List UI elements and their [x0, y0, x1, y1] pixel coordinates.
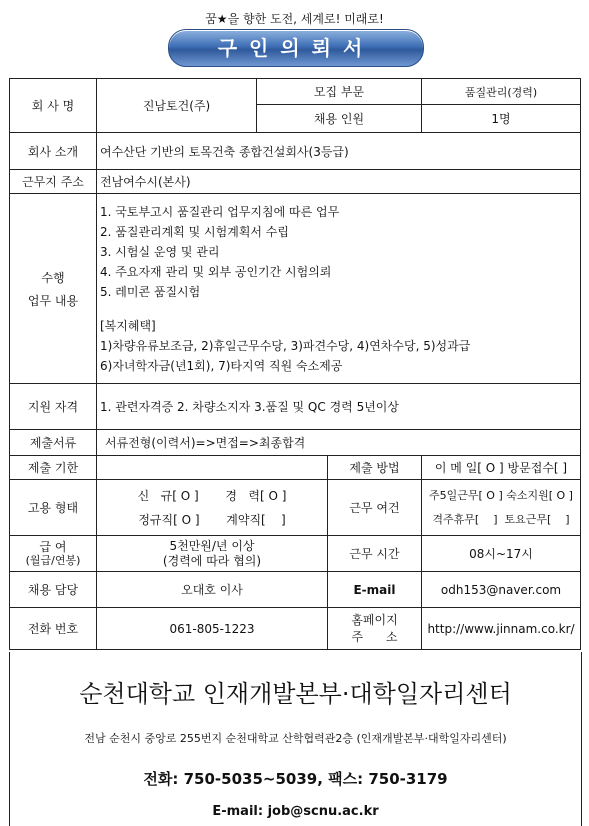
footer [9, 652, 582, 826]
footer-org: 순천대학교 인재개발본부·대학일자리센터 [79, 680, 512, 708]
duty-item: 3. 시험실 운영 및 관리 [100, 244, 220, 259]
homepage-label-line1: 홈페이지 [351, 612, 398, 627]
welfare-item: 1)차량유류보조금, 2)휴일근무수당, 3)파견수당, 4)연차수당, 5)성과급 [100, 338, 471, 353]
dept-value: 품질관리(경력) [422, 79, 581, 105]
duty-content [97, 194, 581, 384]
cond-row: 격주휴무[ ] 토요근무[ ] [432, 512, 570, 526]
duty-item: 2. 품질관리계획 및 시험계획서 수립 [100, 224, 289, 239]
job-request-form [9, 78, 581, 650]
slogan: 꿈★을 향한 도전, 세계로! 미래로! [205, 12, 384, 26]
email-value[interactable]: odh153@naver.com [422, 572, 581, 608]
employ-label: 고용 형태 [10, 480, 97, 536]
employ-row: 정규직[ O ] 계약직[ ] [138, 512, 286, 527]
cond-row: 주5일근무[ O ] 숙소지원[ O ] [429, 488, 573, 502]
homepage-label-line2: 주 소 [351, 629, 398, 644]
hours-value: 08시~17시 [422, 536, 581, 572]
deadline-value[interactable] [97, 456, 328, 480]
cond-value [422, 480, 581, 536]
welfare-item: 6)자녀학자금(년1회), 7)타지역 직원 숙소제공 [100, 358, 343, 373]
company-value: 진남토건(주) [97, 79, 257, 133]
phone-value: 061-805-1223 [97, 608, 328, 650]
duty-item: 1. 국토부고시 품질관리 업무지침에 따른 업무 [100, 204, 340, 219]
location-value: 전남여수시(본사) [97, 170, 581, 194]
duty-item: 5. 레미콘 품질시험 [100, 284, 201, 299]
page-title: 구인의뢰서 [168, 29, 424, 67]
intro-label: 회사 소개 [10, 133, 97, 170]
qual-label: 지원 자격 [10, 384, 97, 430]
employ-row: 신 규[ O ] 경 력[ O ] [137, 488, 287, 503]
footer-email[interactable]: E-mail: job@scnu.ac.kr [212, 804, 379, 819]
duty-label [10, 194, 97, 384]
company-label: 회 사 명 [10, 79, 97, 133]
duty-label-line2: 업무 내용 [27, 293, 79, 308]
docs-value: 서류전형(이력서)=>면접=>최종합격 [97, 430, 581, 456]
salary-label-line1: 급 여 [39, 539, 67, 554]
salary-value [97, 536, 328, 572]
headcount-label: 채용 인원 [257, 105, 422, 133]
hours-label: 근무 시간 [328, 536, 422, 572]
cond-label: 근무 여건 [328, 480, 422, 536]
phone-label: 전화 번호 [10, 608, 97, 650]
method-label: 제출 방법 [328, 456, 422, 480]
deadline-label: 제출 기한 [10, 456, 97, 480]
location-label: 근무지 주소 [10, 170, 97, 194]
contact-label: 채용 담당 [10, 572, 97, 608]
homepage-label [328, 608, 422, 650]
salary-label-line2: (월급/연봉) [25, 553, 81, 567]
method-value: 이 메 일[ O ] 방문접수[ ] [422, 456, 581, 480]
salary-label [10, 536, 97, 572]
headcount-value: 1명 [422, 105, 581, 133]
homepage-link[interactable]: http://www.jinnam.co.kr/ [422, 608, 581, 650]
footer-tel: 전화: 750-5035~5039, 팩스: 750-3179 [143, 770, 448, 788]
dept-label: 모집 부문 [257, 79, 422, 105]
duty-item: 4. 주요자재 관리 및 외부 공인기간 시험의뢰 [100, 264, 332, 279]
intro-value: 여수산단 기반의 토목건축 종합건설회사(3등급) [97, 133, 581, 170]
footer-address: 전남 순천시 중앙로 255번지 순천대학교 산학협력관2층 (인재개발본부·대학일자리센터) [84, 732, 507, 745]
contact-value: 오대호 이사 [97, 572, 328, 608]
welfare-title: [복지혜택] [100, 318, 156, 333]
docs-label: 제출서류 [10, 430, 97, 456]
duty-label-line1: 수행 [41, 270, 65, 285]
salary-line2: (경력에 따라 협의) [162, 553, 262, 568]
qual-value: 1. 관련자격증 2. 차량소지자 3.품질 및 QC 경력 5년이상 [97, 384, 581, 430]
email-label: E-mail [328, 572, 422, 608]
employ-value [97, 480, 328, 536]
salary-line1: 5천만원/년 이상 [169, 538, 255, 553]
